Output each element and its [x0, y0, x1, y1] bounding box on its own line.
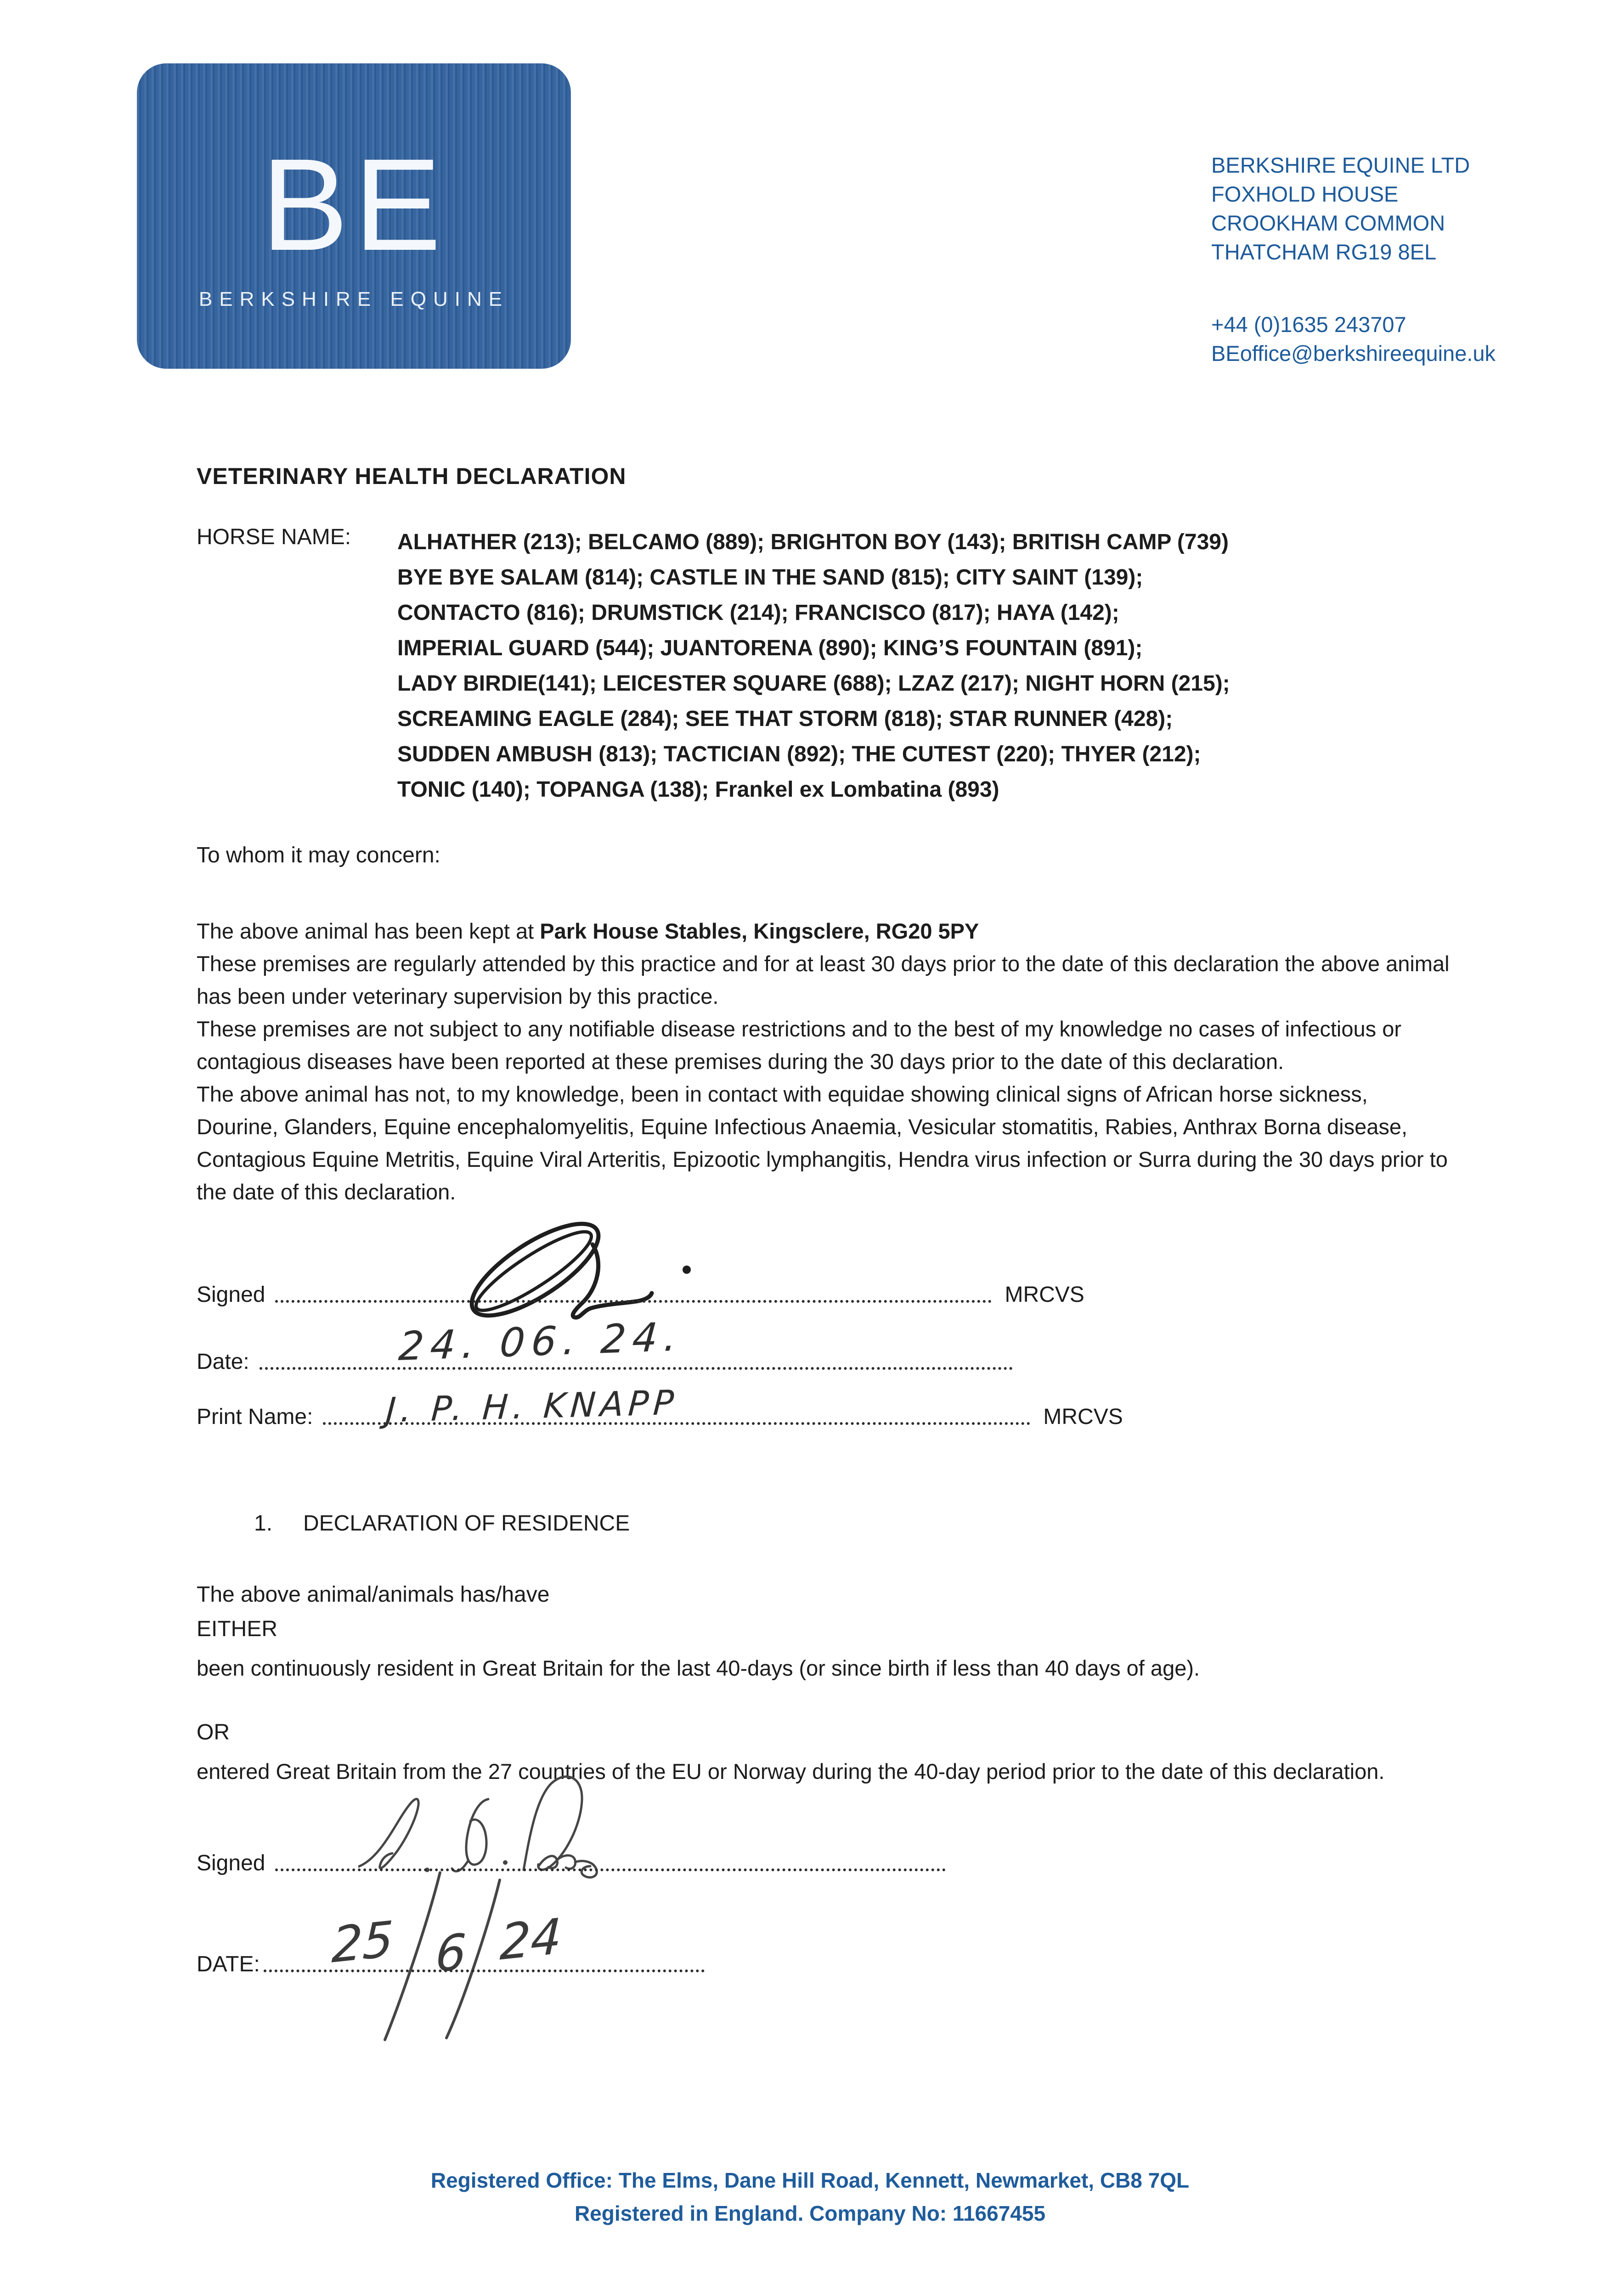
letterhead-company: BERKSHIRE EQUINE LTD [1211, 153, 1470, 177]
or-label: OR [197, 1720, 230, 1745]
horse-name-line: BYE BYE SALAM (814); CASTLE IN THE SAND (815); CITY SAINT (139); [397, 565, 1143, 590]
document-title: VETERINARY HEALTH DECLARATION [197, 463, 627, 489]
body-paragraph: The above animal has not, to my knowledge, been in contact with equidae showing clinical signs of African horse sickness, Dourine, Glanders, Equine encephalomyelitis, Equine Infectious Anaemia, Vesicular stomatitis, Rabies, Anthrax Borna disease, Contagious Equine Metritis, Equine Viral Arteritis, Epizootic lymphangitis, Hendra virus infection or Surra during the 30 days prior to the date of this declaration. [197, 1082, 1448, 1204]
horse-name-line: LADY BIRDIE(141); LEICESTER SQUARE (688); LZAZ (217); NIGHT HORN (215); [397, 671, 1230, 696]
mrcvs-label: MRCVS [1005, 1283, 1084, 1307]
letterhead-email: BEoffice@berkshireequine.uk [1211, 341, 1496, 366]
mrcvs-label: MRCVS [1043, 1405, 1123, 1429]
either-text: been continuously resident in Great Britain for the last 40-days (or since birth if less than 40 days of age). [197, 1656, 1200, 1680]
signed-label: Signed [197, 1283, 265, 1307]
horse-name-line: ALHATHER (213); BELCAMO (889); BRIGHTON BOY (143); BRITISH CAMP (739) [397, 530, 1229, 554]
footer-line-2: Registered in England. Company No: 11667455 [574, 2201, 1046, 2225]
residence-heading [254, 1511, 630, 1536]
letterhead-address-line: FOXHOLD HOUSE [1211, 182, 1399, 206]
kept-at-prefix: The above animal has been kept at [197, 919, 540, 943]
stable-address: Park House Stables, Kingsclere, RG20 5PY [540, 919, 979, 943]
handwritten-date-2-month: 6 [435, 1923, 468, 1984]
kept-at-line [197, 915, 1455, 947]
horse-name-line: IMPERIAL GUARD (544); JUANTORENA (890); KING’S FOUNTAIN (891); [397, 636, 1143, 660]
body-paragraph: These premises are regularly attended by this practice and for at least 30 days prior to the date of this declaration the above animal has been under veterinary supervision by this practice. [197, 951, 1450, 1008]
horse-name-line: SCREAMING EAGLE (284); SEE THAT STORM (818); STAR RUNNER (428); [397, 707, 1173, 731]
or-text: entered Great Britain from the 27 countries of the EU or Norway during the 40-day period prior to the date of this declaration. [197, 1759, 1385, 1784]
date-label-2: DATE: [197, 1952, 260, 1976]
print-name-label: Print Name: [197, 1405, 313, 1429]
salutation: To whom it may concern: [197, 843, 440, 867]
logo-company-name: BERKSHIRE EQUINE [198, 288, 509, 310]
logo-initials: BE [261, 132, 447, 278]
residence-heading-number: 1. [254, 1511, 273, 1536]
registered-office-footer [0, 2164, 1620, 2230]
signed-label: Signed [197, 1851, 265, 1875]
berkshire-equine-logo [137, 63, 571, 369]
horse-name-line: TONIC (140); TOPANGA (138); Frankel ex Lombatina (893) [397, 777, 999, 802]
handwritten-date-2-year: 24 [499, 1908, 563, 1971]
horse-name-line: SUDDEN AMBUSH (813); TACTICIAN (892); THE CUTEST (220); THYER (212); [397, 742, 1201, 766]
date-row-2 [197, 1952, 705, 1977]
horse-name-list [397, 524, 1230, 807]
date-row-1 [197, 1349, 1013, 1374]
signature-dotted-line [275, 1296, 992, 1303]
horse-name-line: CONTACTO (816); DRUMSTICK (214); FRANCISCO (817); HAYA (142); [397, 601, 1119, 625]
handwritten-date-2-day: 25 [331, 1910, 395, 1974]
handwritten-date-1: 24. 06. 24. [397, 1314, 685, 1370]
print-name-row [197, 1404, 1123, 1429]
horse-name-label: HORSE NAME: [197, 525, 351, 549]
either-label: EITHER [197, 1617, 278, 1641]
signed-row-1 [197, 1282, 1084, 1307]
residence-intro: The above animal/animals has/have [197, 1582, 550, 1607]
body-paragraph: These premises are not subject to any notifiable disease restrictions and to the best of my knowledge no cases of infectious or contagious diseases have been reported at these premises during the 30 days prior to the date of this declaration. [197, 1017, 1401, 1074]
date-dotted-line-2 [264, 1966, 705, 1972]
date-label: Date: [197, 1350, 249, 1374]
handwritten-print-name: J. P. H. KNAPP [384, 1383, 680, 1430]
date-dotted-line [260, 1363, 1013, 1370]
letterhead-address-block [1211, 151, 1496, 368]
letterhead-address-line: THATCHAM RG19 8EL [1211, 240, 1437, 264]
residence-heading-text: DECLARATION OF RESIDENCE [303, 1511, 630, 1536]
declaration-body [197, 915, 1455, 1208]
letterhead-phone: +44 (0)1635 243707 [1211, 312, 1406, 337]
print-name-dotted-line [323, 1418, 1030, 1425]
footer-line-1: Registered Office: The Elms, Dane Hill Road, Kennett, Newmarket, CB8 7QL [430, 2168, 1190, 2192]
letterhead-address-line: CROOKHAM COMMON [1211, 211, 1445, 235]
